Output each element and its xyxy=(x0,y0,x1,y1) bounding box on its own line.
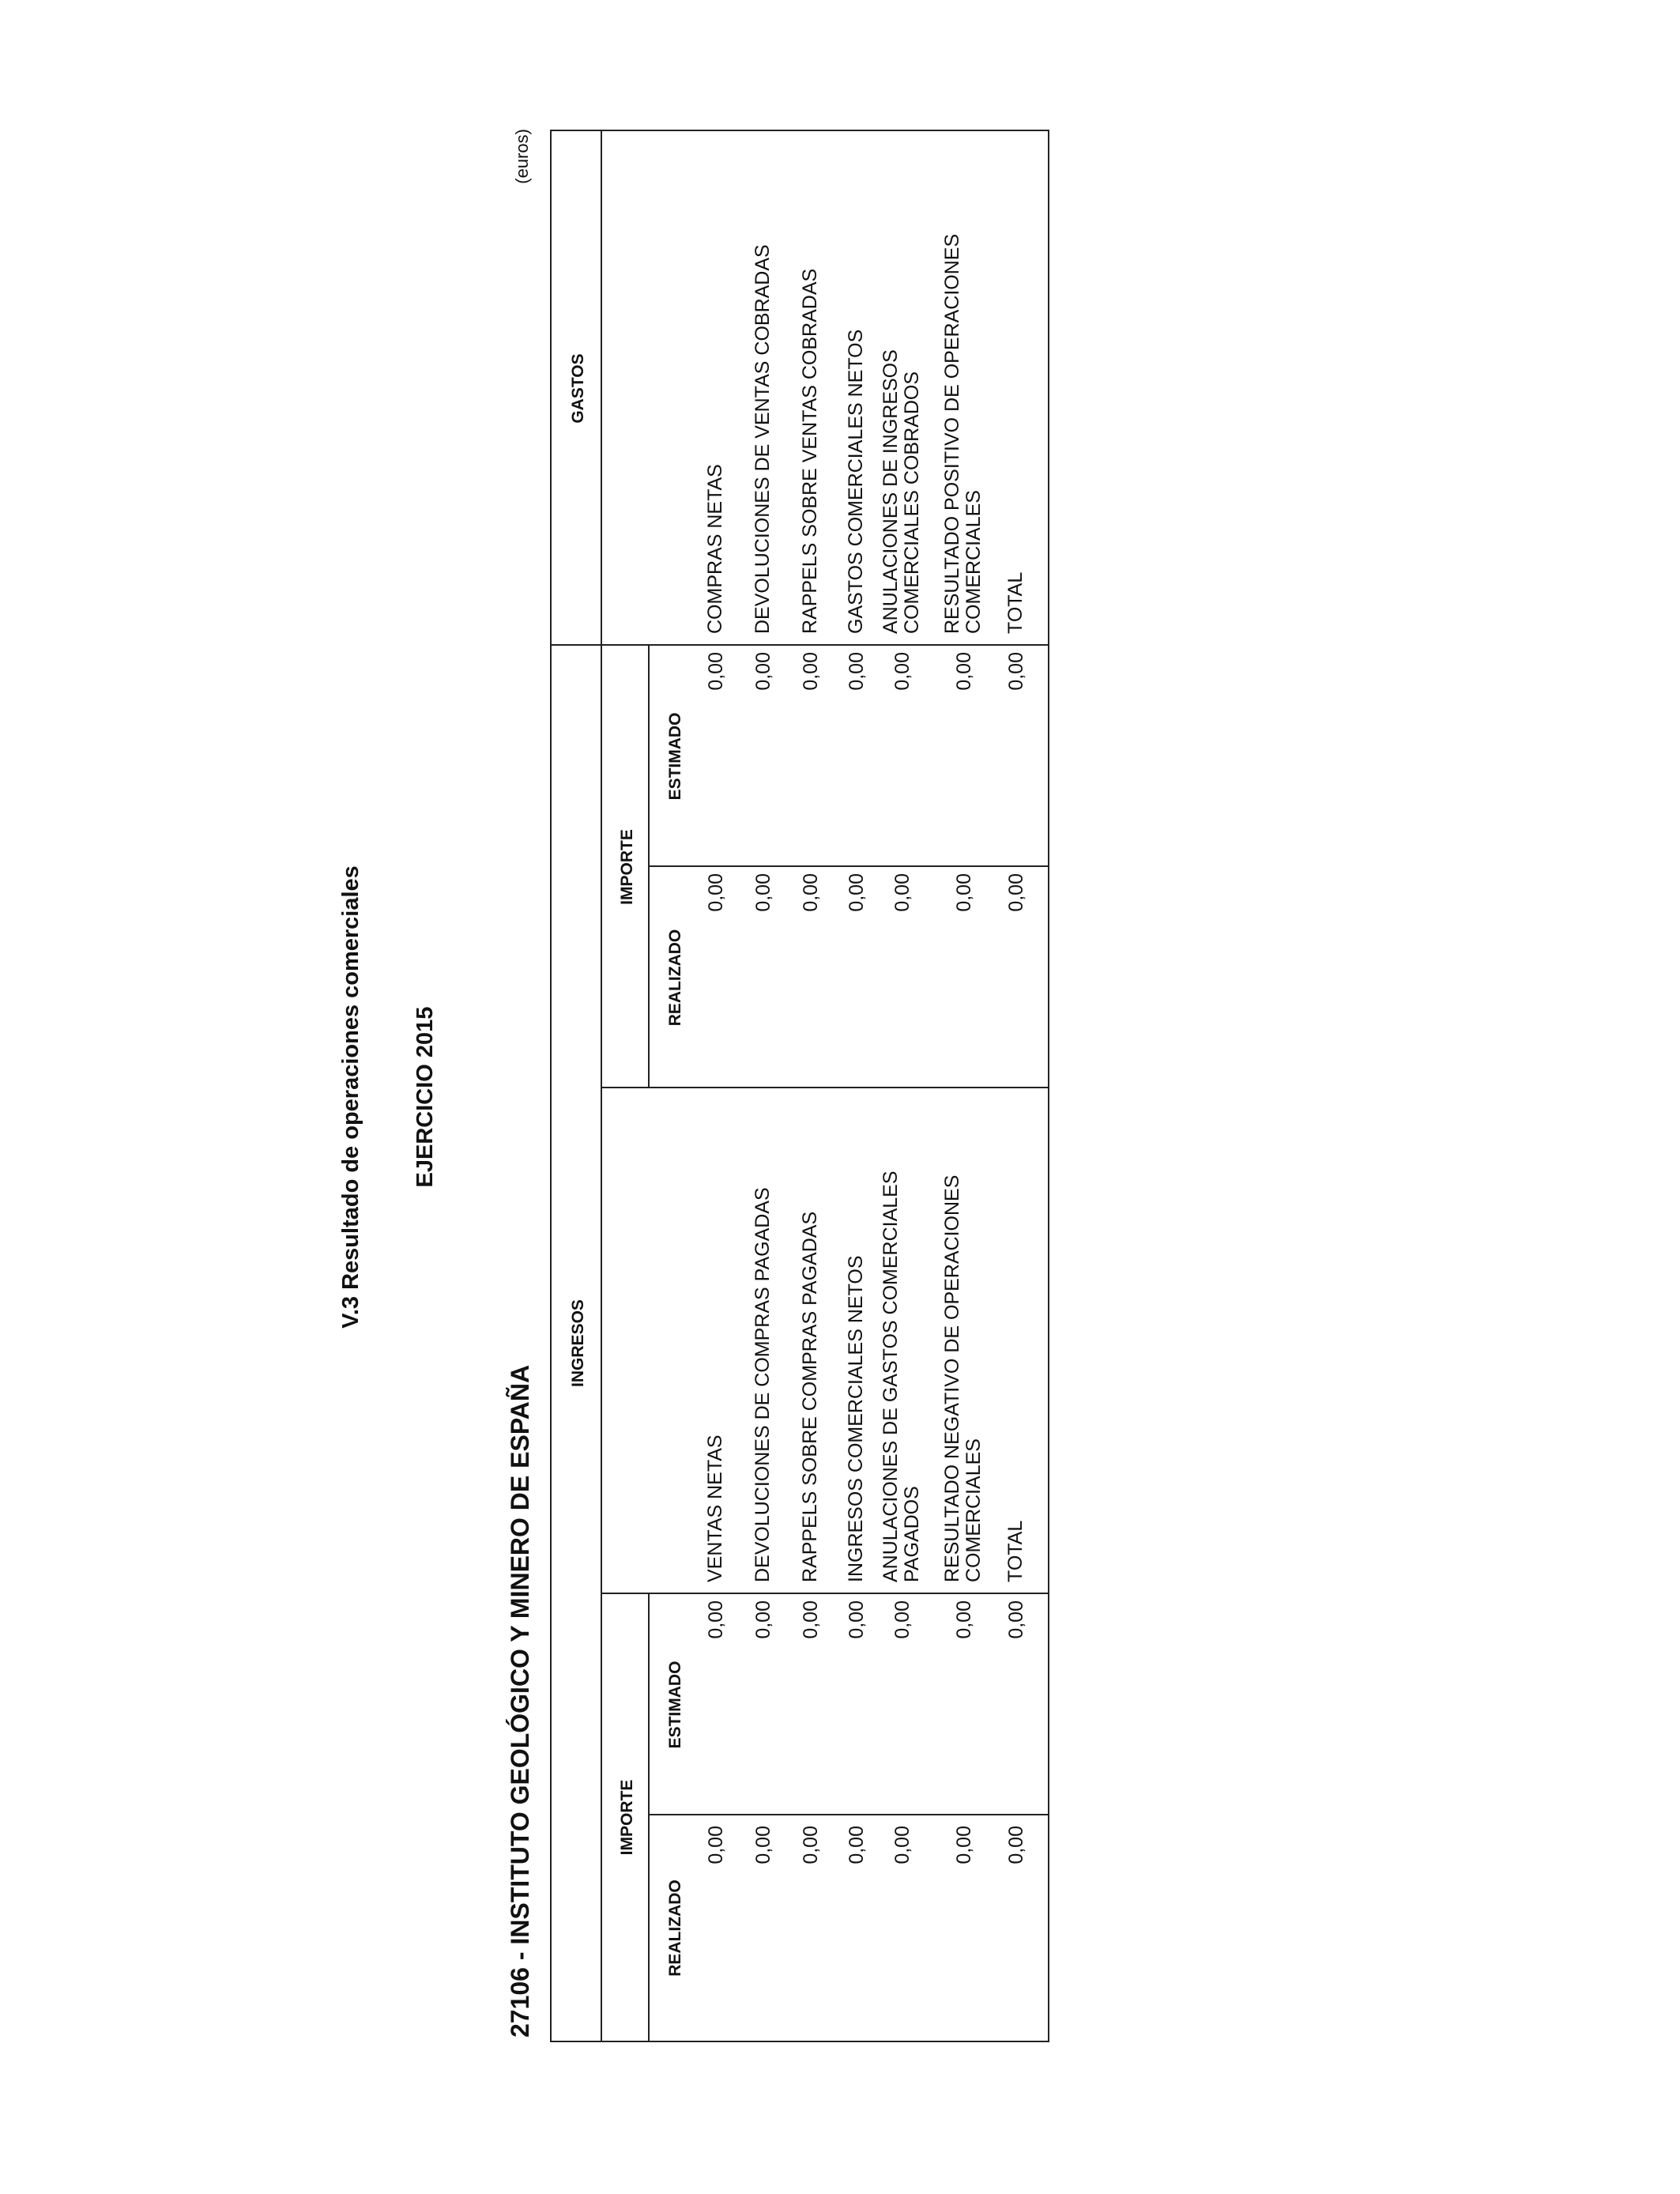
ingresos-row-label: RESULTADO NEGATIVO DE OPERACIONES COMERCIALES xyxy=(941,1174,985,1582)
gastos-row-label: COMPRAS NETAS xyxy=(704,464,726,634)
ingresos-row-estimado: 0,00 xyxy=(1005,1600,1027,1639)
ingresos-row-estimado: 0,00 xyxy=(705,1600,727,1639)
gastos-row-estimado: 0,00 xyxy=(1005,652,1027,691)
gastos-importe-divider xyxy=(648,646,650,1088)
gastos-row-estimado: 0,00 xyxy=(752,652,774,691)
ingresos-row-estimado: 0,00 xyxy=(846,1600,868,1639)
ingresos-realizado-header: REALIZADO xyxy=(666,1879,684,1977)
ingresos-row-realizado: 0,00 xyxy=(705,1826,727,1864)
gastos-row-label: GASTOS COMERCIALES NETOS xyxy=(845,329,867,634)
gastos-row-estimado: 0,00 xyxy=(800,652,822,691)
ingresos-row-realizado: 0,00 xyxy=(891,1826,913,1864)
gastos-row-realizado: 0,00 xyxy=(1005,873,1027,912)
gastos-estimado-header: ESTIMADO xyxy=(666,712,684,801)
gastos-row-realizado: 0,00 xyxy=(752,873,774,912)
ingresos-row-estimado: 0,00 xyxy=(752,1600,774,1639)
gastos-row-label: DEVOLUCIONES DE VENTAS COBRADAS xyxy=(751,244,774,634)
gastos-row-realizado: 0,00 xyxy=(705,873,727,912)
exercise-year: EJERCICIO 2015 xyxy=(412,1006,438,1188)
ingresos-row-realizado: 0,00 xyxy=(1005,1826,1027,1864)
gastos-row-realizado: 0,00 xyxy=(891,873,913,912)
gastos-row-estimado: 0,00 xyxy=(846,652,868,691)
ingresos-row-estimado: 0,00 xyxy=(800,1600,822,1639)
ingresos-header: INGRESOS xyxy=(569,1299,587,1387)
gastos-row-realizado: 0,00 xyxy=(800,873,822,912)
report-title: V.3 Resultado de operaciones comerciales xyxy=(338,865,363,1329)
ingresos-row-label: DEVOLUCIONES DE COMPRAS PAGADAS xyxy=(751,1187,774,1582)
ingresos-row-realizado: 0,00 xyxy=(752,1826,774,1864)
ingresos-row-label: ANULACIONES DE GASTOS COMERCIALES PAGADOS xyxy=(880,1171,923,1582)
gastos-row-estimado: 0,00 xyxy=(953,652,975,691)
gastos-row-estimado: 0,00 xyxy=(891,652,913,691)
ingresos-row-label: VENTAS NETAS xyxy=(704,1434,726,1582)
gastos-row-realizado: 0,00 xyxy=(846,873,868,912)
ingresos-row-realizado: 0,00 xyxy=(953,1826,975,1864)
header-divider xyxy=(601,131,602,2041)
ingresos-row-estimado: 0,00 xyxy=(891,1600,913,1639)
gastos-realizado-header: REALIZADO xyxy=(666,929,684,1027)
gastos-importe-header: IMPORTE xyxy=(618,829,636,905)
ingresos-row-label: RAPPELS SOBRE COMPRAS PAGADAS xyxy=(799,1211,821,1582)
ingresos-row-label: TOTAL xyxy=(1004,1520,1026,1582)
ingresos-importe-header: IMPORTE xyxy=(618,1779,636,1856)
units-label: (euros) xyxy=(512,129,532,184)
ingresos-importe-divider xyxy=(648,1594,650,2041)
gastos-row-label: ANULACIONES DE INGRESOS COMERCIALES COBRADOS xyxy=(880,349,923,634)
gastos-row-realizado: 0,00 xyxy=(953,873,975,912)
gastos-header: GASTOS xyxy=(569,353,587,424)
operations-table xyxy=(550,130,1049,2042)
ingresos-estimado-header: ESTIMADO xyxy=(666,1661,684,1749)
entity-name: 27106 - INSTITUTO GEOLÓGICO Y MINERO DE ESPAÑA xyxy=(506,1364,534,2038)
gastos-row-estimado: 0,00 xyxy=(705,652,727,691)
ingresos-row-label: INGRESOS COMERCIALES NETOS xyxy=(845,1255,867,1582)
gastos-row-label: RAPPELS SOBRE VENTAS COBRADAS xyxy=(799,268,821,634)
gastos-row-label: RESULTADO POSITIVO DE OPERACIONES COMERCIALES xyxy=(941,233,985,634)
ingresos-row-realizado: 0,00 xyxy=(800,1826,822,1864)
ingresos-row-realizado: 0,00 xyxy=(846,1826,868,1864)
gastos-row-label: TOTAL xyxy=(1004,571,1026,634)
ingresos-row-estimado: 0,00 xyxy=(953,1600,975,1639)
